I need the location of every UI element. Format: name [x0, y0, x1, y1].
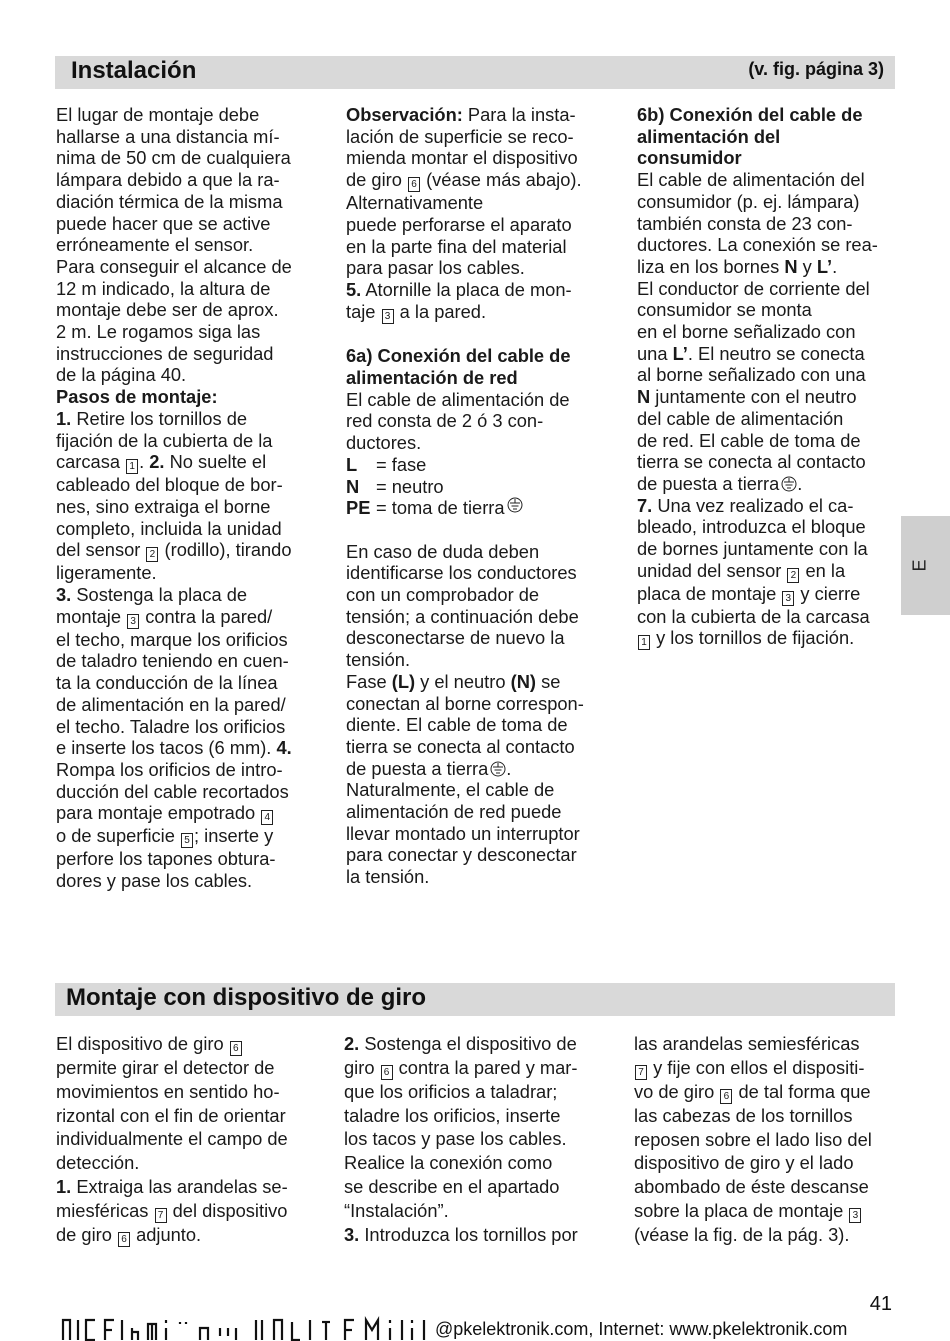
step-number: 7. — [637, 494, 653, 516]
installation-column-3 — [637, 104, 902, 650]
section-title-swivel: Montaje con dispositivo de giro — [66, 984, 427, 1011]
text-line: ; inserte y — [193, 825, 274, 847]
text-line: y fije con ellos el dispositi- — [648, 1056, 865, 1078]
text-line: . — [832, 255, 838, 277]
text-line: de bornes juntamente con la — [637, 538, 868, 560]
figure-ref-box: 2 — [146, 547, 158, 562]
figure-ref-box: 6 — [381, 1065, 393, 1080]
footer-contact: @pkelektronik.com, Internet: www.pkelektronik.com — [435, 1319, 848, 1339]
text-line: también consta de 23 con- — [637, 212, 853, 234]
text-line: dispositivo de giro y el lado — [634, 1152, 854, 1174]
text-line: Sostenga la placa de — [71, 584, 248, 606]
text-line: la tensión. — [346, 866, 430, 888]
text-line: permite girar el detector de — [56, 1057, 275, 1078]
text-line: Para conseguir el alcance de — [56, 255, 292, 277]
text-line: juntamente con el neutro — [650, 386, 857, 408]
text-line: (rodillo), tirando — [159, 539, 292, 561]
text-line: nes, sino extraiga el borne — [56, 495, 271, 517]
text-line: ductores. — [346, 432, 422, 454]
steps-heading: Pasos de montaje: — [56, 386, 218, 408]
text-line: ta la conducción de la línea — [56, 672, 278, 694]
text-line: (N) — [510, 670, 536, 692]
step-number: 4. — [276, 737, 292, 759]
swivel-column-1 — [56, 1032, 326, 1247]
text-line: (véase más abajo). — [420, 169, 582, 191]
text-line: El cable de alimentación del — [637, 169, 865, 191]
text-line: con la cubierta de la carcasa — [637, 605, 870, 627]
definition-value: = neutro — [376, 475, 444, 497]
text-line: consumidor se monta — [637, 299, 812, 321]
text-line: N — [637, 386, 651, 408]
text-line: Sostenga el dispositivo de — [359, 1033, 577, 1054]
text-line: No suelte el — [164, 451, 267, 473]
ground-symbol-icon — [507, 497, 523, 513]
text-line: y cierre — [795, 582, 861, 604]
text-line: el techo. Taladre los orificios — [56, 715, 286, 737]
figure-ref-box: 2 — [787, 568, 799, 583]
swivel-column-3 — [634, 1032, 899, 1247]
definition-row — [346, 497, 616, 519]
text-line: El dispositivo de giro — [56, 1033, 229, 1054]
text-line: tensión. — [346, 649, 411, 671]
footer — [60, 1314, 847, 1341]
text-line: a la pared. — [394, 300, 487, 322]
text-line: . — [506, 757, 512, 779]
figure-ref-box: 3 — [382, 309, 394, 324]
definition-row — [346, 476, 616, 498]
text-line: de puesta a tierra — [346, 757, 489, 779]
text-line: diente. El cable de toma de — [346, 714, 568, 736]
text-line: nima de 50 cm de cualquiera — [56, 147, 291, 169]
text-line: para montaje empotrado — [56, 802, 261, 824]
figure-ref-box: 3 — [127, 614, 139, 629]
footer-cropped-glyphs-icon — [60, 1314, 435, 1341]
text-line: se — [536, 670, 561, 692]
text-line: una — [637, 342, 673, 364]
definition-value: = toma de tierra — [376, 497, 505, 519]
text-line: Fase — [346, 670, 392, 692]
text-line: los tacos y pase los cables. — [344, 1128, 567, 1150]
text-line: en el borne señalizado con — [637, 321, 856, 343]
figure-ref-box: 7 — [635, 1065, 647, 1080]
text-line: rizontal con el fin de orientar — [56, 1104, 286, 1126]
text-line: Alternativamente — [346, 192, 484, 214]
text-line: ligeramente. — [56, 562, 157, 584]
figure-ref-box: 6 — [118, 1232, 130, 1247]
text-line: red consta de 2 ó 3 con- — [346, 410, 544, 432]
text-line: Una vez realizado el ca- — [652, 494, 854, 516]
text-line: del dispositivo — [167, 1199, 288, 1221]
text-line: lámpara debido a que la ra- — [56, 169, 280, 191]
text-line: Rompa los orificios de intro- — [56, 758, 283, 780]
text-line: cableado del bloque de bor- — [56, 474, 283, 496]
text-line: consumidor (p. ej. lámpara) — [637, 190, 860, 212]
text-line: lación de superficie se reco- — [346, 125, 574, 147]
text-line: de puesta a tierra — [637, 472, 780, 494]
figure-ref-box: 6 — [408, 177, 420, 192]
text-line: Atornille la placa de mon- — [361, 278, 572, 300]
text-line: individualmente el campo de — [56, 1128, 288, 1150]
text-line: y los tornillos de fijación. — [651, 627, 855, 649]
figure-ref-box: 4 — [261, 810, 273, 825]
figure-ref-box: 6 — [230, 1041, 242, 1056]
installation-column-2 — [346, 104, 616, 888]
text-line: erróneamente el sensor. — [56, 234, 254, 256]
figure-ref-box: 7 — [155, 1208, 167, 1223]
text-line: L’ — [672, 342, 688, 364]
definition-key: N — [346, 475, 360, 497]
text-line: tierra se conecta al contacto — [637, 451, 866, 473]
text-line: de red. El cable de toma de — [637, 429, 861, 451]
text-line: tensión; a continuación debe — [346, 605, 579, 627]
figure-ref-box: 1 — [126, 459, 138, 474]
text-line: Para la insta- — [462, 104, 576, 125]
text-line: conectan al borne correspon- — [346, 692, 584, 714]
text-line: perfore los tapones obtura- — [56, 848, 276, 870]
text-line: vo de giro — [634, 1080, 720, 1102]
text-line: fijación de la cubierta de la — [56, 429, 273, 451]
swivel-column-2 — [344, 1032, 614, 1246]
text-line: (véase la fig. de la pág. 3). — [634, 1223, 850, 1245]
text-line: alimentación de red puede — [346, 801, 562, 823]
text-line: tierra se conecta al contacto — [346, 735, 575, 757]
text-line: puede perforarse el aparato — [346, 213, 572, 235]
figure-ref-box: 5 — [181, 833, 193, 848]
text-line: movimientos en sentido ho- — [56, 1080, 280, 1102]
text-line: En caso de duda deben — [346, 540, 540, 562]
text-line: sobre la placa de montaje — [634, 1199, 849, 1221]
text-line: El cable de alimentación de — [346, 388, 570, 410]
text-line: de la página 40. — [56, 364, 187, 386]
text-line: carcasa — [56, 451, 126, 473]
figure-reference: (v. fig. página 3) — [748, 59, 884, 79]
text-line: mienda montar el dispositivo — [346, 147, 578, 169]
figure-ref-box: 3 — [849, 1208, 861, 1223]
definition-key: L — [346, 453, 358, 475]
figure-ref-box: 3 — [782, 591, 794, 606]
text-line: 2 m. Le rogamos siga las — [56, 321, 261, 343]
text-line: y el neutro — [415, 670, 511, 692]
text-line: “Instalación”. — [344, 1199, 449, 1221]
text-line: del cable de alimentación — [637, 407, 844, 429]
text-line: hallarse a una distancia mí- — [56, 125, 280, 147]
text-line: dores y pase los cables. — [56, 870, 253, 892]
text-line: de giro — [346, 169, 407, 191]
text-line: N — [784, 255, 798, 277]
text-line: montaje debe ser de aprox. — [56, 299, 279, 321]
text-line: taje — [346, 300, 381, 322]
text-line: del sensor — [56, 539, 146, 561]
step-number: 2. — [344, 1033, 360, 1054]
text-line: con un comprobador de — [346, 584, 540, 606]
text-line: . — [797, 472, 803, 494]
text-line: para conectar y desconectar — [346, 844, 577, 866]
text-line: de tal forma que — [733, 1080, 871, 1102]
step-number: 5. — [346, 278, 362, 300]
text-line: de alimentación en la pared/ — [56, 693, 286, 715]
installation-column-1 — [56, 104, 326, 892]
subheading-6a: 6a) Conexión del cable de — [346, 345, 571, 367]
text-line: montaje — [56, 605, 127, 627]
definition-key: PE — [346, 497, 371, 519]
text-line: giro — [344, 1056, 380, 1078]
section-title-installation: Instalación — [71, 57, 197, 84]
text-line: El conductor de corriente del — [637, 277, 870, 299]
text-line: completo, incluida la unidad — [56, 517, 282, 539]
step-number: 3. — [56, 584, 72, 606]
text-line: el techo, marque los orificios — [56, 628, 288, 650]
text-line: identificarse los conductores — [346, 562, 577, 584]
step-number: 1. — [56, 407, 72, 429]
text-line: e inserte los tacos (6 mm). — [56, 737, 277, 759]
text-line: . El neutro se conecta — [687, 342, 865, 364]
text-line: Realice la conexión como — [344, 1152, 553, 1174]
text-line: Extraiga las arandelas se- — [71, 1175, 288, 1197]
text-line: diación térmica de la misma — [56, 190, 283, 212]
text-line: Retire los tornillos de — [71, 407, 248, 429]
text-line: L’ — [816, 255, 833, 277]
text-line: (L) — [391, 670, 416, 692]
text-line: ductores. La conexión se rea- — [637, 234, 878, 256]
text-line: en la parte fina del material — [346, 235, 567, 257]
subheading-6a: alimentación de red — [346, 367, 518, 389]
text-line: o de superficie — [56, 825, 180, 847]
text-line: se describe en el apartado — [344, 1175, 560, 1197]
text-line: para pasar los cables. — [346, 257, 525, 279]
text-line: y — [797, 255, 817, 277]
step-number: 3. — [344, 1223, 360, 1245]
text-line: que los orificios a taladrar; — [344, 1080, 558, 1102]
text-line: de taladro teniendo en cuen- — [56, 650, 289, 672]
text-line: instrucciones de seguridad — [56, 342, 274, 364]
text-line: al borne señalizado con una — [637, 364, 866, 386]
text-line: adjunto. — [130, 1223, 202, 1245]
ground-symbol-icon — [490, 761, 506, 777]
text-line: contra la pared y mar- — [393, 1056, 578, 1078]
definition-row — [346, 454, 616, 476]
text-line: Naturalmente, el cable de — [346, 779, 555, 801]
text-line: taladre los orificios, inserte — [344, 1104, 561, 1126]
step-number: 2. — [149, 451, 165, 473]
text-line: 12 m indicado, la altura de — [56, 277, 271, 299]
text-line: unidad del sensor — [637, 559, 787, 581]
definition-value: = fase — [376, 453, 427, 475]
ground-symbol-icon — [781, 476, 797, 492]
text-line: miesféricas — [56, 1199, 154, 1221]
subheading-6b: 6b) Conexión del cable de — [637, 104, 863, 125]
text-line: llevar montado un interruptor — [346, 822, 580, 844]
page-number: 41 — [869, 1293, 892, 1315]
text-line: desconectarse de nuevo la — [346, 627, 565, 649]
text-line: liza en los bornes — [637, 255, 785, 277]
subheading-6b: consumidor — [637, 147, 742, 169]
figure-ref-box: 1 — [638, 635, 650, 650]
text-line: reposen sobre el lado liso del — [634, 1128, 872, 1150]
text-line: de giro — [56, 1223, 117, 1245]
subheading-6b: alimentación del — [637, 125, 781, 147]
text-line: El lugar de montaje debe — [56, 104, 260, 125]
text-line: contra la pared/ — [140, 605, 273, 627]
text-line: bleado, introduzca el bloque — [637, 516, 866, 538]
text-line: ducción del cable recortados — [56, 780, 289, 802]
text-line: en la — [800, 559, 846, 581]
text-line: Introduzca los tornillos por — [359, 1223, 578, 1245]
text-line: puede hacer que se active — [56, 212, 271, 234]
text-line: placa de montaje — [637, 582, 782, 604]
text-line: . — [139, 451, 150, 473]
text-line: las cabezas de los tornillos — [634, 1104, 853, 1126]
text-line: las arandelas semiesféricas — [634, 1033, 860, 1054]
observation-label: Observación: — [346, 104, 463, 125]
language-tab-letter: E — [909, 559, 930, 572]
figure-ref-box: 6 — [720, 1089, 732, 1104]
text-line: detección. — [56, 1152, 140, 1174]
step-number: 1. — [56, 1175, 72, 1197]
text-line: abombado de éste descanse — [634, 1176, 869, 1198]
